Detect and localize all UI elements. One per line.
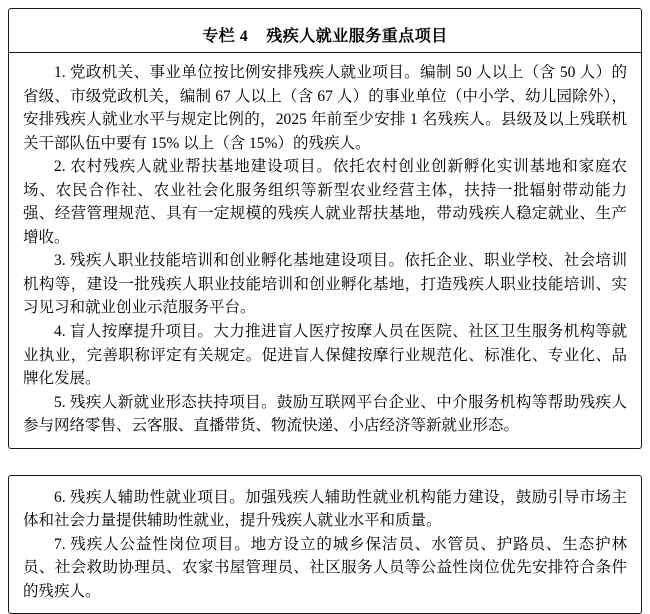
paragraph-item-7: 7. 残疾人公益性岗位项目。地方设立的城乡保洁员、水管员、护路员、生态护林员、社会救助协理员、农家书屋管理员、社区服务人员等公益性岗位优先安排符合条件的残疾人。 — [23, 535, 627, 600]
paragraph-item-3: 3. 残疾人职业技能培训和创业孵化基地建设项目。依托企业、职业学校、社会培训机构等，建设一批残疾人职业技能培训和创业孵化基地，打造残疾人职业技能培训、实习见习和就业创业示范服务平台。 — [23, 252, 627, 317]
paragraph-item-2: 2. 农村残疾人就业帮扶基地建设项目。依托农村创业创新孵化实训基地和家庭农场、农民合作社、农业社会化服务组织等新型农业经营主体，扶持一批辐射带动能力强、经营管理规范、具有一定规模的残疾人就业帮扶基地，带动残疾人稳定就业、生产增收。 — [23, 158, 627, 246]
feature-box-4-title — [23, 23, 627, 46]
title-divider — [9, 52, 641, 53]
feature-box-4-title-label: 专栏 4 — [202, 28, 249, 45]
feature-box-4-continued — [8, 475, 642, 614]
paragraph-item-4: 4. 盲人按摩提升项目。大力推进盲人医疗按摩人员在医院、社区卫生服务机构等就业执业，完善职称评定有关规定。促进盲人保健按摩行业规范化、标准化、专业化、品牌化发展。 — [23, 323, 627, 388]
paragraph-item-5: 5. 残疾人新就业形态扶持项目。鼓励互联网平台企业、中介服务机构等帮助残疾人参与网络零售、云客服、直播带货、物流快递、小店经济等新就业形态。 — [23, 393, 627, 435]
box-gap — [8, 449, 642, 462]
feature-box-4 — [8, 8, 642, 449]
feature-box-4-title-text: 残疾人就业服务重点项目 — [266, 28, 448, 45]
paragraph-item-6: 6. 残疾人辅助性就业项目。加强残疾人辅助性就业机构能力建设，鼓励引导市场主体和社会力量提供辅助性就业，提升残疾人就业水平和质量。 — [23, 488, 627, 530]
paragraph-item-1: 1. 党政机关、事业单位按比例安排残疾人就业项目。编制 50 人以上（含 50 人）的省级、市级党政机关，编制 67 人以上（含 67 人）的事业单位（中小学、幼儿园除外），安排残疾人就业水平与规定比例的，2025 年前至少安排 1 名残疾人。县级及以上残联机关干部队伍中要有 15% 以上（含 15%）的残疾人。 — [23, 64, 627, 152]
